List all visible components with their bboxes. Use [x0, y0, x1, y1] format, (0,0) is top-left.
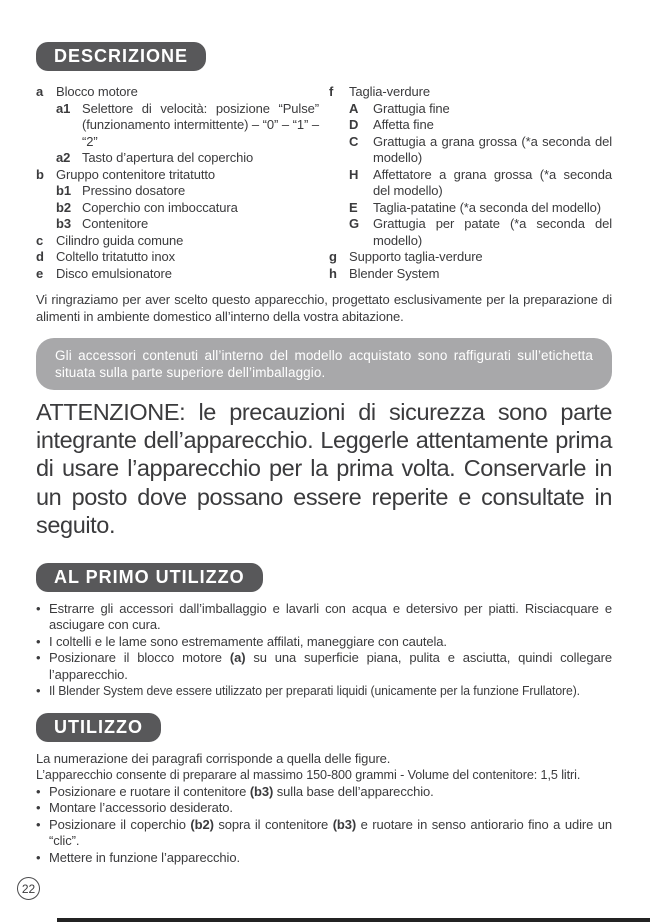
utilizzo-paragraph — [36, 767, 612, 784]
item-text: Contenitore — [82, 216, 149, 231]
bullet-icon: • — [36, 683, 41, 699]
list-subitem — [349, 134, 612, 167]
item-text: Affetta fine — [373, 117, 434, 132]
section-title-descrizione: DESCRIZIONE — [36, 42, 206, 71]
bullet-text-segment: sulla base dell’apparecchio. — [273, 783, 434, 799]
list-item — [329, 249, 612, 266]
bullet-item — [36, 784, 612, 801]
note-box: Gli accessori contenuti all’interno del modello acquistato sono raffigurati sull’etichetta situata sulla parte superiore dell’imballaggio. — [36, 338, 612, 390]
utilizzo-paragraph: La numerazione dei paragrafi corrisponde a quella delle figure. — [36, 750, 391, 766]
list-subitem — [56, 183, 319, 200]
utilizzo-paragraph-text: L’apparecchio consente di preparare al massimo 150-800 grammi - Volume del contenitore: 1,5 litri. — [36, 767, 581, 783]
bullet-text-segment: su una superficie piana, pulita e asciutta, quindi collegare l’apparecchio. — [49, 650, 612, 682]
bullet-text-segment: Posizionare il blocco motore — [49, 650, 230, 666]
list-subitem — [349, 117, 612, 134]
utilizzo-content — [36, 751, 612, 867]
bullet-icon: • — [36, 650, 41, 666]
description-columns — [36, 84, 612, 282]
item-text: Grattugia a grana grossa (*a seconda del modello) — [373, 133, 612, 165]
section-al-primo-utilizzo — [36, 563, 612, 700]
item-key: D — [349, 117, 359, 132]
bullet-text-segment: e ruotare in senso antiorario fino a udire un “clic”. — [49, 816, 613, 849]
item-text: Coltello tritatutto inox — [56, 249, 175, 264]
item-key: b — [36, 166, 44, 182]
list-item — [36, 84, 319, 101]
bullet-text: Estrarre gli accessori dall’imballaggio e lavarli con acqua e detersivo per piatti. Risciacquare e asciugare con cura. — [49, 600, 612, 633]
bullet-item — [36, 634, 612, 651]
list-subitem — [349, 101, 612, 118]
item-text: Grattugia fine — [373, 100, 450, 116]
section-title-al-primo-utilizzo: AL PRIMO UTILIZZO — [36, 563, 263, 592]
item-key: e — [36, 265, 44, 281]
section-title-utilizzo: UTILIZZO — [36, 713, 161, 742]
bullet-text-segment: Il Blender System deve essere utilizzato per preparati liquidi (unicamente per la funzione Frullatore). — [49, 683, 580, 699]
item-key: b1 — [56, 183, 71, 198]
item-text: Coperchio con imboccatura — [82, 199, 238, 215]
item-text: Selettore di velocità: posizione “Pulse” (funzionamento intermittente) – “0” – “1” – “2” — [82, 100, 319, 149]
bullet-text-segment: Posizionare e ruotare il contenitore — [49, 783, 250, 799]
item-key: d — [36, 249, 44, 264]
item-key: g — [329, 249, 337, 264]
list-subitem — [56, 101, 319, 151]
bullet-item — [36, 850, 612, 867]
section-descrizione — [36, 42, 612, 282]
item-text: Taglia-patatine (*a seconda del modello) — [373, 199, 601, 215]
item-text: Disco emulsionatore — [56, 265, 172, 281]
item-text: Pressino dosatore — [82, 183, 186, 198]
list-subitem — [349, 167, 612, 200]
item-key: f — [329, 84, 334, 99]
list-subitem — [56, 150, 319, 167]
bullet-item — [36, 817, 612, 850]
bullet-item — [36, 683, 612, 700]
item-key: a2 — [56, 150, 71, 165]
bullet-text-segment: sopra il contenitore — [213, 816, 333, 832]
list-subitem — [56, 200, 319, 217]
list-item — [329, 266, 612, 283]
item-text: Blocco motore — [56, 84, 138, 99]
item-text: Tasto d’apertura del coperchio — [82, 150, 254, 165]
item-key: b2 — [56, 199, 71, 215]
intro-paragraph: Vi ringraziamo per aver scelto questo apparecchio, progettato esclusivamente per la preparazione di alimenti in ambiente domestico all’interno della vostra abitazione. — [36, 292, 612, 324]
list-subitem — [349, 216, 612, 249]
list-item — [329, 84, 612, 101]
bullet-text — [49, 650, 612, 683]
item-key: a1 — [56, 100, 71, 116]
item-key: a — [36, 84, 44, 99]
al-primo-bullets — [36, 601, 612, 700]
bullet-text: I coltelli e le lame sono estremamente affilati, maneggiare con cautela. — [49, 633, 447, 649]
warning-paragraph: ATTENZIONE: le precauzioni di sicurezza sono parte integrante dell’apparecchio. Leggerle attentamente prima di usare l’apparecchio per la prima volta. Conservarle in un posto dove possano essere reperite e consultate in seguito. — [36, 399, 613, 538]
bullet-text — [49, 784, 612, 801]
item-key: H — [349, 166, 359, 182]
bullet-text: Mettere in funzione l’apparecchio. — [49, 849, 240, 865]
list-subitem — [349, 200, 612, 217]
bullet-icon: • — [36, 600, 41, 616]
part-reference: (a) — [229, 650, 246, 666]
bullet-text — [49, 817, 612, 850]
item-key: E — [349, 199, 358, 215]
bullet-icon: • — [36, 849, 41, 865]
bullet-icon: • — [36, 783, 41, 799]
item-text: Cilindro guida comune — [56, 232, 184, 248]
item-key: b3 — [56, 216, 71, 231]
part-reference: (b3) — [249, 783, 274, 799]
bullet-item — [36, 650, 612, 683]
page-number-badge: 22 — [17, 877, 40, 900]
part-reference: (b3) — [332, 816, 357, 832]
list-item — [36, 249, 319, 266]
bullet-text-segment: Posizionare il coperchio — [49, 816, 191, 832]
bullet-icon: • — [36, 816, 41, 832]
item-text: Gruppo contenitore tritatutto — [56, 166, 215, 182]
section-utilizzo — [36, 713, 612, 867]
bullet-item — [36, 800, 612, 817]
item-key: h — [329, 265, 337, 281]
description-right-column — [329, 84, 612, 282]
bullet-text: Montare l’accessorio desiderato. — [49, 800, 233, 816]
item-text: Supporto taglia-verdure — [349, 249, 483, 264]
bullet-text — [49, 683, 614, 700]
item-key: A — [349, 100, 359, 116]
item-key: G — [349, 216, 360, 231]
item-text: Affettatore a grana grossa (*a seconda del modello) — [373, 166, 612, 198]
item-text: Blender System — [349, 265, 440, 281]
list-item — [36, 167, 319, 184]
bullet-icon: • — [36, 633, 41, 649]
list-item — [36, 266, 319, 283]
item-key: C — [349, 133, 359, 149]
item-text: Taglia-verdure — [349, 84, 430, 99]
list-item — [36, 233, 319, 250]
list-subitem — [56, 216, 319, 233]
bullet-item — [36, 601, 612, 634]
bullet-icon: • — [36, 800, 41, 816]
part-reference: (b2) — [190, 816, 214, 832]
item-text: Grattugia per patate (*a seconda del modello) — [373, 216, 612, 248]
item-key: c — [36, 232, 44, 248]
page-bottom-rule — [57, 918, 650, 922]
description-left-column — [36, 84, 319, 282]
